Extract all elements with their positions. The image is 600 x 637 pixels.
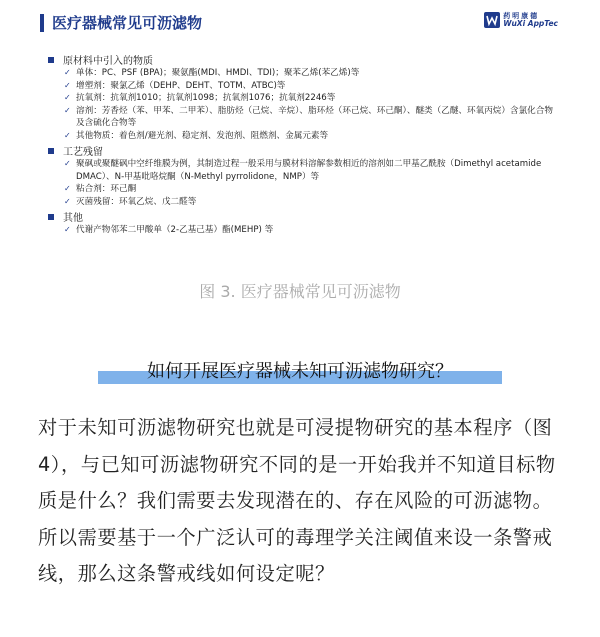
section-heading	[98, 357, 502, 385]
check-icon: ✓	[64, 184, 71, 193]
list-item: ✓ 溶剂：芳香烃（苯、甲苯、二甲苯）、脂肪烃（己烷、辛烷）、脂环烃（环己烷、环己酮）、醚类（乙醚、环氧丙烷）含氯化合物及含硫化合物等	[64, 105, 553, 128]
list-item: ✓ 抗氧剂：抗氧剂1010；抗氧剂1098；抗氧剂1076；抗氧剂2246等	[64, 93, 336, 103]
slide-title: 医疗器械常见可沥滤物	[52, 14, 203, 32]
square-bullet-icon	[48, 57, 54, 63]
section-label: 工艺残留	[63, 147, 103, 158]
logo-en-text: WuXi AppTec	[503, 18, 558, 28]
list-item: ✓ 增塑剂：聚氯乙烯（DEHP、DEHT、TOTM、ATBC)等	[64, 80, 286, 91]
check-icon: ✓	[64, 130, 71, 140]
list-item: ✓ 代谢产物邻苯二甲酸单（2-乙基己基）酯(MEHP) 等	[64, 225, 274, 235]
check-icon: ✓	[64, 225, 71, 234]
logo-cn-text: 药明康德	[503, 11, 540, 20]
check-icon: ✓	[64, 80, 71, 90]
list-item: ✓ 单体：PC、PSF (BPA)；聚氨酯(MDI、HMDI、TDI)；聚苯乙烯(苯乙烯)等	[64, 68, 360, 78]
check-icon: ✓	[64, 68, 71, 77]
outline-list	[48, 52, 558, 238]
section-label: 其他	[63, 213, 83, 224]
slide-image	[40, 0, 560, 272]
square-bullet-icon	[48, 148, 54, 154]
figure-caption: 图 3. 医疗器械常见可沥滤物	[199, 282, 401, 301]
square-bullet-icon	[48, 214, 54, 220]
body-paragraph: 对于未知可沥滤物研究也就是可浸提物研究的基本程序（图 4），与已知可沥滤物研究不同的是一开始我并不知道目标物质是什么？我们需要去发现潜在的、存在风险的可沥滤物。所以需要基于一个广泛认可的毒理学关注阈值来设一条警戒线，那么这条警戒线如何设定呢？	[38, 416, 556, 585]
list-item: ✓ 其他物质：着色剂/避光剂、稳定剂、发泡剂、阻燃剂、金属元素等	[64, 130, 329, 141]
list-item: ✓ 聚砜或聚醚砜中空纤维膜为例，其制造过程一般采用与膜材料溶解参数相近的溶剂如二甲基乙酰胺（Dimethyl acetamide DMAC）、N-甲基吡咯烷酮（N-Methyl pyrrolidone，NMP）等	[64, 159, 542, 182]
check-icon: ✓	[64, 93, 71, 102]
wuxi-apptec-logo	[484, 12, 558, 28]
check-icon: ✓	[64, 105, 71, 115]
check-icon: ✓	[64, 159, 71, 168]
list-item: ✓ 粘合剂：环己酮	[64, 184, 137, 194]
logo-mark-icon	[484, 12, 500, 28]
title-accent-bar	[40, 14, 44, 32]
check-icon: ✓	[64, 196, 71, 206]
section-other	[48, 209, 558, 237]
list-item: ✓ 灭菌残留：环氧乙烷、戊二醛等	[64, 196, 197, 207]
heading-text: 如何开展医疗器械未知可沥滤物研究？	[147, 361, 453, 382]
section-process-residue	[48, 143, 558, 208]
section-raw-materials	[48, 52, 558, 142]
section-label: 原材料中引入的物质	[63, 56, 153, 67]
